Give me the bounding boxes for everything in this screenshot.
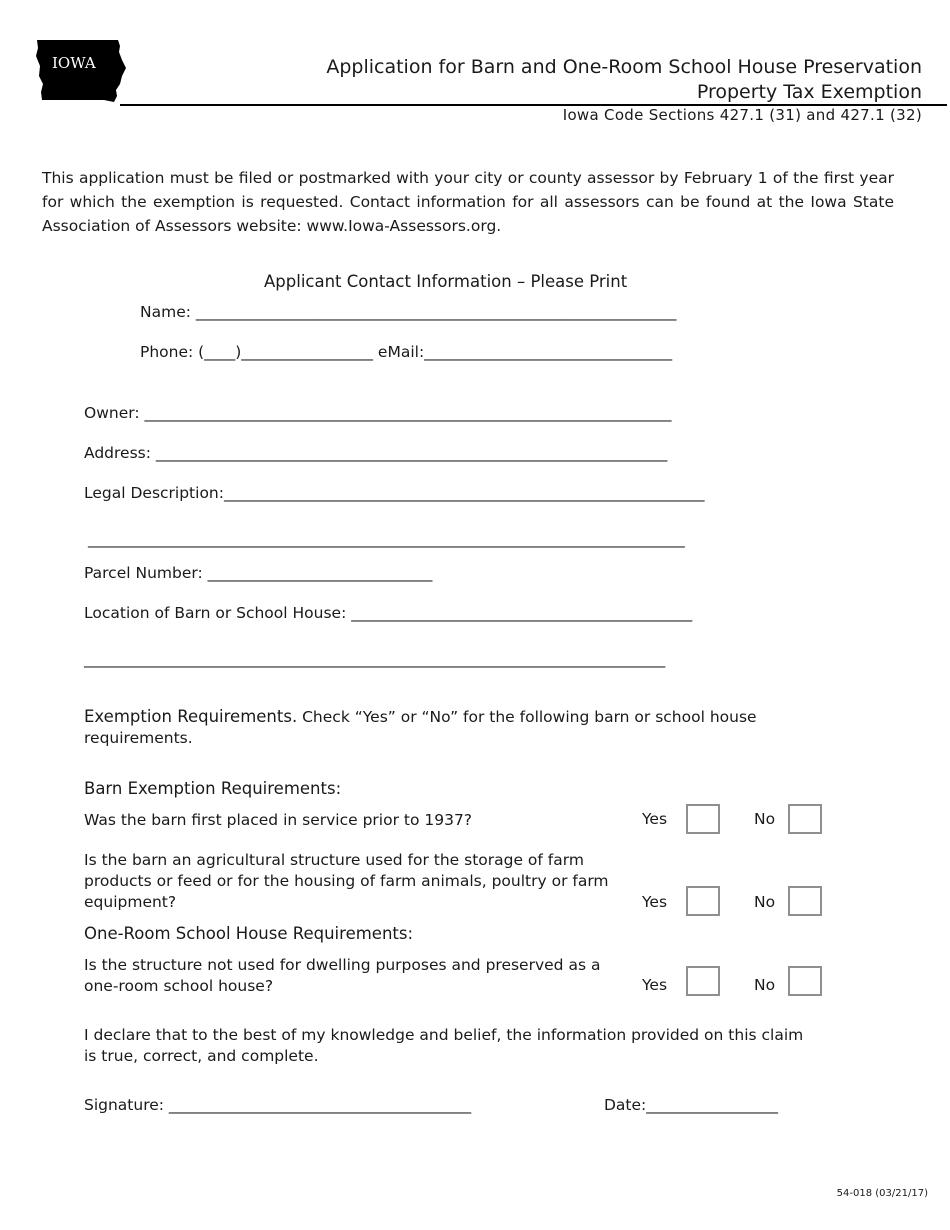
no-label: No [754, 893, 776, 911]
question-barn-age: Was the barn first placed in service prior to 1937? [84, 811, 473, 829]
exemption-heading: Exemption Requirements. [84, 707, 298, 726]
parcel-number-field[interactable]: Parcel Number: _____________________________ [84, 564, 433, 582]
exemption-instructions-text: Check “Yes” or “No” for the following barn or school house requirements. [84, 708, 757, 747]
address-field[interactable]: Address: __________________________________________________________________ [84, 444, 668, 462]
barn-age-yes-checkbox[interactable] [686, 804, 720, 834]
iowa-state-logo [34, 38, 126, 104]
barn-use-yes-checkbox[interactable] [686, 886, 720, 916]
location-field[interactable]: Location of Barn or School House: ____________________________________________ [84, 604, 693, 622]
yes-label: Yes [642, 893, 668, 911]
yes-label: Yes [642, 810, 668, 828]
name-field[interactable]: Name: ______________________________________________________________ [140, 303, 677, 321]
code-sections: Iowa Code Sections 427.1 (31) and 427.1 (32) [562, 106, 922, 124]
location-continued[interactable]: ___________________________________________________________________________ [84, 650, 666, 668]
form-number: 54-018 (03/21/17) [836, 1188, 928, 1199]
contact-heading: Applicant Contact Information – Please Print [264, 272, 628, 291]
no-label: No [754, 810, 776, 828]
form-subtitle: Property Tax Exemption [696, 81, 922, 103]
school-use-yes-checkbox[interactable] [686, 966, 720, 996]
barn-use-no-checkbox[interactable] [788, 886, 822, 916]
legal-description-field[interactable]: Legal Description:______________________________________________________________ [84, 484, 705, 502]
barn-requirements-heading: Barn Exemption Requirements: [84, 779, 342, 798]
signature-field[interactable]: Signature: _______________________________________ [84, 1096, 472, 1114]
date-field[interactable]: Date:_________________ [604, 1096, 779, 1114]
logo-text: IOWA [52, 54, 96, 72]
form-title: Application for Barn and One-Room School House Preservation [326, 56, 922, 78]
no-label: No [754, 976, 776, 994]
question-school-use: Is the structure not used for dwelling purposes and preserved as a one-room school house? [84, 956, 601, 995]
exemption-instructions [84, 706, 844, 749]
declaration-text: I declare that to the best of my knowledge and belief, the information provided on this claim is true, correct, and complete. [84, 1026, 804, 1065]
owner-field[interactable]: Owner: ____________________________________________________________________ [84, 404, 672, 422]
school-use-no-checkbox[interactable] [788, 966, 822, 996]
school-requirements-heading: One-Room School House Requirements: [84, 924, 414, 943]
yes-label: Yes [642, 976, 668, 994]
question-barn-use: Is the barn an agricultural structure used for the storage of farm products or feed or for the housing of farm animals, poultry or farm equipment? [84, 851, 609, 911]
barn-age-no-checkbox[interactable] [788, 804, 822, 834]
legal-description-continued[interactable]: _____________________________________________________________________________ [88, 530, 685, 548]
filing-instructions: This application must be filed or postmarked with your city or county assessor by February 1 of the first year for which the exemption is requested. Contact information for all assessors can be found at the Iowa State Association of Assessors website: www.Iowa-Assessors.org. [42, 169, 894, 235]
phone-email-field[interactable]: Phone: (____)_________________ eMail:________________________________ [140, 343, 673, 361]
